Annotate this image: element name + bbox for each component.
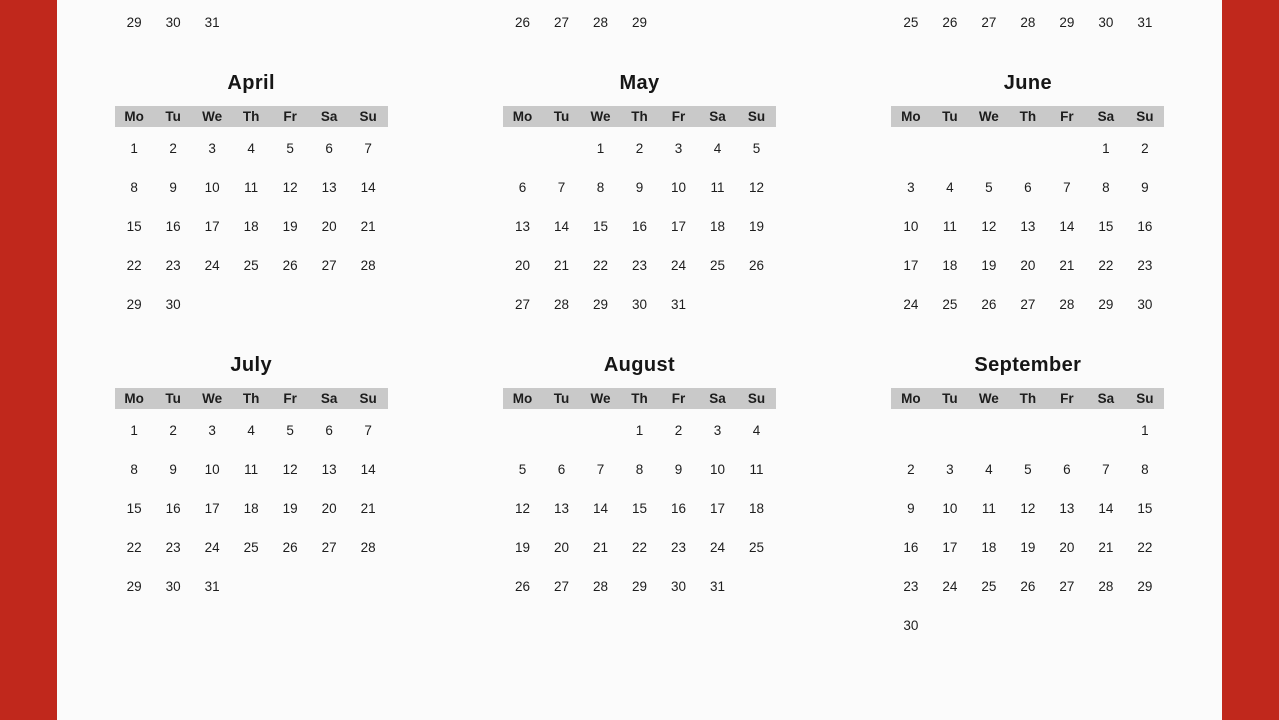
empty-cell bbox=[1008, 129, 1047, 168]
empty-cell bbox=[1047, 129, 1086, 168]
empty-cell bbox=[542, 129, 581, 168]
day-cell[interactable]: 18 bbox=[942, 258, 958, 273]
weekday-label: Sa bbox=[320, 109, 338, 124]
day-cell[interactable]: 15 bbox=[126, 501, 142, 516]
day-cell[interactable]: 10 bbox=[204, 180, 220, 195]
day-cell[interactable]: 6 bbox=[518, 180, 527, 195]
weekday-label: Fr bbox=[283, 109, 297, 124]
weekday-label: Fr bbox=[1060, 109, 1074, 124]
day-cell[interactable]: 17 bbox=[204, 501, 220, 516]
day-cell[interactable]: 20 bbox=[1020, 258, 1036, 273]
day-cell[interactable]: 16 bbox=[903, 540, 919, 555]
day-cell[interactable]: 8 bbox=[1102, 180, 1110, 195]
weekday-label: Mo bbox=[901, 109, 921, 124]
empty-cell bbox=[1047, 411, 1086, 450]
day-cell[interactable]: 24 bbox=[709, 540, 725, 555]
day-cell[interactable]: 15 bbox=[1137, 501, 1153, 516]
day-cell[interactable]: 20 bbox=[1059, 540, 1075, 555]
day-cell[interactable]: 31 bbox=[1137, 15, 1153, 30]
day-cell[interactable]: 25 bbox=[903, 15, 919, 30]
month-title: September bbox=[974, 354, 1082, 376]
day-cell[interactable]: 15 bbox=[592, 219, 608, 234]
month-title: May bbox=[619, 72, 660, 94]
day-cell[interactable]: 28 bbox=[592, 15, 608, 30]
day-cell[interactable]: 9 bbox=[635, 180, 644, 195]
day-cell[interactable]: 30 bbox=[670, 579, 686, 594]
weekday-label: Tu bbox=[165, 109, 181, 124]
day-cell[interactable]: 11 bbox=[244, 180, 259, 195]
day-cell[interactable]: 29 bbox=[1137, 579, 1153, 594]
day-cell[interactable]: 26 bbox=[514, 579, 530, 594]
weekday-label: Th bbox=[242, 109, 260, 124]
day-cell[interactable]: 25 bbox=[243, 258, 259, 273]
day-cell[interactable]: 11 bbox=[710, 180, 725, 195]
day-cell[interactable]: 30 bbox=[165, 579, 181, 594]
day-cell[interactable]: 27 bbox=[321, 540, 337, 555]
weekday-label: Su bbox=[1136, 109, 1154, 124]
day-cell[interactable]: 10 bbox=[903, 219, 919, 234]
day-cell[interactable]: 22 bbox=[592, 258, 608, 273]
empty-cell bbox=[969, 129, 1008, 168]
day-cell[interactable]: 19 bbox=[282, 219, 298, 234]
weekday-label: Tu bbox=[942, 391, 958, 406]
day-cell[interactable]: 17 bbox=[903, 258, 919, 273]
weekday-label: Tu bbox=[553, 109, 570, 124]
day-cell[interactable]: 25 bbox=[243, 540, 259, 555]
day-grid bbox=[503, 0, 776, 42]
day-cell[interactable]: 6 bbox=[1024, 180, 1032, 195]
day-cell[interactable]: 31 bbox=[709, 579, 725, 594]
day-cell[interactable]: 26 bbox=[1020, 579, 1036, 594]
day-cell[interactable]: 25 bbox=[709, 258, 725, 273]
day-cell[interactable]: 4 bbox=[713, 141, 722, 156]
day-grid bbox=[503, 129, 776, 324]
day-cell[interactable]: 7 bbox=[1063, 180, 1071, 195]
day-cell[interactable]: 10 bbox=[709, 462, 725, 477]
day-cell[interactable]: 2 bbox=[169, 141, 177, 156]
weekday-label: Tu bbox=[165, 391, 181, 406]
empty-cell bbox=[930, 411, 969, 450]
day-cell[interactable]: 30 bbox=[631, 297, 647, 312]
day-cell[interactable]: 20 bbox=[514, 258, 530, 273]
day-grid bbox=[115, 129, 388, 324]
day-cell[interactable]: 11 bbox=[749, 462, 764, 477]
day-cell[interactable]: 12 bbox=[981, 219, 997, 234]
day-cell[interactable]: 13 bbox=[514, 219, 530, 234]
empty-cell bbox=[891, 411, 930, 450]
day-cell[interactable]: 15 bbox=[631, 501, 647, 516]
day-cell[interactable] bbox=[698, 0, 737, 3]
day-cell[interactable]: 29 bbox=[126, 15, 142, 30]
day-cell[interactable]: 26 bbox=[748, 258, 764, 273]
weekday-label: We bbox=[202, 391, 223, 406]
day-cell[interactable]: 5 bbox=[752, 141, 761, 156]
day-cell[interactable]: 31 bbox=[204, 15, 220, 30]
day-cell[interactable]: 15 bbox=[126, 219, 142, 234]
empty-cell bbox=[969, 411, 1008, 450]
day-cell[interactable]: 6 bbox=[325, 423, 333, 438]
day-cell[interactable]: 28 bbox=[360, 258, 376, 273]
day-cell[interactable] bbox=[349, 0, 388, 3]
day-cell[interactable]: 25 bbox=[942, 297, 958, 312]
weekday-label: Th bbox=[242, 391, 260, 406]
day-cell[interactable]: 5 bbox=[518, 462, 527, 477]
day-cell[interactable]: 1 bbox=[1102, 141, 1110, 156]
day-cell[interactable]: 23 bbox=[165, 258, 181, 273]
day-cell[interactable]: 9 bbox=[169, 462, 177, 477]
day-cell[interactable]: 3 bbox=[713, 423, 722, 438]
day-cell[interactable]: 6 bbox=[557, 462, 566, 477]
day-cell[interactable]: 19 bbox=[1020, 540, 1036, 555]
day-cell[interactable]: 1 bbox=[635, 423, 644, 438]
day-cell[interactable]: 9 bbox=[674, 462, 683, 477]
day-cell[interactable]: 17 bbox=[709, 501, 725, 516]
day-cell[interactable]: 20 bbox=[321, 501, 337, 516]
weekday-header bbox=[891, 106, 1164, 127]
day-cell[interactable]: 8 bbox=[596, 180, 605, 195]
day-cell[interactable]: 16 bbox=[631, 219, 647, 234]
day-cell[interactable]: 23 bbox=[165, 540, 181, 555]
day-cell[interactable]: 29 bbox=[1098, 297, 1114, 312]
day-cell[interactable]: 13 bbox=[1059, 501, 1075, 516]
weekday-label: Mo bbox=[124, 391, 144, 406]
empty-cell bbox=[930, 129, 969, 168]
day-cell[interactable]: 1 bbox=[596, 141, 605, 156]
weekday-label: We bbox=[590, 391, 611, 406]
day-cell[interactable]: 17 bbox=[204, 219, 220, 234]
day-cell[interactable]: 12 bbox=[514, 501, 530, 516]
day-cell[interactable] bbox=[310, 0, 349, 3]
day-grid bbox=[115, 411, 388, 606]
calendar-page bbox=[57, 0, 1222, 720]
day-cell[interactable]: 10 bbox=[204, 462, 220, 477]
day-cell[interactable]: 13 bbox=[321, 462, 337, 477]
day-cell[interactable]: 10 bbox=[670, 180, 686, 195]
day-cell[interactable]: 16 bbox=[165, 501, 181, 516]
weekday-label: Th bbox=[1019, 391, 1037, 406]
month-block bbox=[57, 354, 445, 645]
day-cell[interactable]: 6 bbox=[1063, 462, 1071, 477]
day-cell[interactable]: 22 bbox=[1137, 540, 1153, 555]
day-cell[interactable]: 5 bbox=[1024, 462, 1032, 477]
day-cell[interactable]: 30 bbox=[903, 618, 919, 633]
weekday-label: Fr bbox=[671, 391, 686, 406]
weekday-label: We bbox=[978, 391, 999, 406]
day-cell[interactable]: 23 bbox=[670, 540, 686, 555]
month-grid bbox=[57, 0, 1222, 645]
day-cell[interactable]: 7 bbox=[596, 462, 605, 477]
day-cell[interactable]: 16 bbox=[1137, 219, 1153, 234]
month-block bbox=[57, 0, 445, 42]
day-cell[interactable]: 21 bbox=[360, 501, 376, 516]
day-cell[interactable]: 26 bbox=[282, 258, 298, 273]
weekday-label: Su bbox=[1136, 391, 1154, 406]
weekday-header bbox=[115, 106, 388, 127]
weekday-label: Fr bbox=[671, 109, 686, 124]
day-cell[interactable]: 24 bbox=[942, 579, 958, 594]
month-title: August bbox=[603, 354, 676, 376]
weekday-label: Mo bbox=[901, 391, 921, 406]
day-cell[interactable]: 28 bbox=[1020, 15, 1036, 30]
day-cell[interactable]: 5 bbox=[286, 423, 294, 438]
day-cell[interactable]: 11 bbox=[244, 462, 259, 477]
day-cell[interactable]: 12 bbox=[1020, 501, 1036, 516]
day-cell[interactable]: 21 bbox=[1059, 258, 1075, 273]
weekday-header bbox=[503, 106, 776, 127]
day-cell[interactable]: 24 bbox=[670, 258, 686, 273]
weekday-header bbox=[503, 388, 776, 409]
day-cell[interactable]: 18 bbox=[243, 501, 259, 516]
weekday-header bbox=[891, 388, 1164, 409]
weekday-label: Sa bbox=[709, 391, 726, 406]
weekday-label: Su bbox=[747, 109, 766, 124]
day-cell[interactable]: 21 bbox=[1098, 540, 1114, 555]
day-cell[interactable]: 14 bbox=[360, 462, 376, 477]
day-cell[interactable] bbox=[737, 0, 776, 3]
day-cell[interactable]: 17 bbox=[670, 219, 686, 234]
day-cell[interactable]: 13 bbox=[1020, 219, 1036, 234]
day-cell[interactable]: 29 bbox=[592, 297, 608, 312]
day-cell[interactable]: 12 bbox=[748, 180, 764, 195]
day-cell[interactable]: 1 bbox=[130, 141, 138, 156]
weekday-label: Fr bbox=[283, 391, 297, 406]
day-cell[interactable]: 16 bbox=[165, 219, 181, 234]
day-cell[interactable]: 3 bbox=[208, 423, 216, 438]
month-block bbox=[445, 0, 833, 42]
day-grid bbox=[891, 411, 1164, 645]
day-cell[interactable]: 12 bbox=[282, 180, 298, 195]
month-block bbox=[57, 72, 445, 324]
day-cell[interactable]: 18 bbox=[981, 540, 997, 555]
weekday-label: Th bbox=[631, 109, 648, 124]
day-cell[interactable]: 4 bbox=[247, 423, 255, 438]
day-cell[interactable]: 26 bbox=[282, 540, 298, 555]
weekday-label: Su bbox=[359, 391, 377, 406]
empty-cell bbox=[542, 411, 581, 450]
month-title: April bbox=[227, 72, 275, 94]
day-cell[interactable]: 25 bbox=[748, 540, 764, 555]
day-cell[interactable]: 26 bbox=[942, 15, 958, 30]
day-cell[interactable]: 2 bbox=[169, 423, 177, 438]
day-cell[interactable]: 1 bbox=[1141, 423, 1149, 438]
day-cell[interactable]: 12 bbox=[282, 462, 298, 477]
day-cell[interactable]: 4 bbox=[247, 141, 255, 156]
day-cell[interactable]: 18 bbox=[748, 501, 764, 516]
day-cell[interactable]: 24 bbox=[204, 258, 220, 273]
day-cell[interactable]: 30 bbox=[165, 15, 181, 30]
day-cell[interactable]: 2 bbox=[674, 423, 683, 438]
day-cell[interactable]: 21 bbox=[592, 540, 608, 555]
day-cell[interactable]: 28 bbox=[360, 540, 376, 555]
day-cell[interactable]: 15 bbox=[1098, 219, 1114, 234]
weekday-label: Sa bbox=[709, 109, 726, 124]
day-cell[interactable]: 11 bbox=[981, 501, 996, 516]
weekday-label: Sa bbox=[1097, 109, 1115, 124]
month-block bbox=[445, 72, 833, 324]
day-cell[interactable]: 9 bbox=[907, 501, 915, 516]
weekday-label: We bbox=[978, 109, 999, 124]
weekday-label: Tu bbox=[553, 391, 570, 406]
day-cell[interactable]: 6 bbox=[325, 141, 333, 156]
weekday-label: Su bbox=[359, 109, 377, 124]
day-cell[interactable]: 8 bbox=[1141, 462, 1149, 477]
day-cell[interactable]: 29 bbox=[631, 579, 647, 594]
month-block bbox=[834, 354, 1222, 645]
day-cell[interactable]: 14 bbox=[592, 501, 608, 516]
day-cell[interactable]: 3 bbox=[907, 180, 915, 195]
day-cell[interactable]: 27 bbox=[553, 15, 569, 30]
day-cell[interactable]: 7 bbox=[364, 141, 372, 156]
empty-cell bbox=[503, 411, 542, 450]
weekday-label: Sa bbox=[1097, 391, 1115, 406]
day-cell[interactable]: 22 bbox=[126, 540, 142, 555]
day-cell[interactable]: 27 bbox=[981, 15, 997, 30]
day-cell[interactable]: 4 bbox=[985, 462, 993, 477]
day-cell[interactable]: 29 bbox=[126, 297, 142, 312]
day-cell[interactable]: 2 bbox=[635, 141, 644, 156]
day-cell[interactable]: 2 bbox=[1141, 141, 1149, 156]
day-cell[interactable]: 29 bbox=[126, 579, 142, 594]
day-cell[interactable]: 13 bbox=[321, 180, 337, 195]
day-cell[interactable]: 18 bbox=[243, 219, 259, 234]
weekday-label: Th bbox=[631, 391, 648, 406]
day-cell[interactable]: 20 bbox=[321, 219, 337, 234]
day-grid bbox=[503, 411, 776, 606]
day-cell[interactable]: 3 bbox=[674, 141, 683, 156]
day-cell[interactable]: 23 bbox=[903, 579, 919, 594]
day-cell[interactable]: 27 bbox=[553, 579, 569, 594]
weekday-label: We bbox=[590, 109, 611, 124]
weekday-label: Mo bbox=[512, 391, 533, 406]
day-cell[interactable]: 28 bbox=[1098, 579, 1114, 594]
weekday-label: Th bbox=[1019, 109, 1037, 124]
day-cell[interactable]: 14 bbox=[1098, 501, 1114, 516]
weekday-label: Sa bbox=[320, 391, 338, 406]
day-cell[interactable]: 23 bbox=[631, 258, 647, 273]
day-cell[interactable]: 27 bbox=[1020, 297, 1036, 312]
day-cell[interactable]: 3 bbox=[946, 462, 954, 477]
day-cell[interactable]: 31 bbox=[670, 297, 686, 312]
day-cell[interactable]: 11 bbox=[942, 219, 957, 234]
day-cell[interactable] bbox=[659, 0, 698, 3]
day-cell[interactable]: 7 bbox=[1102, 462, 1110, 477]
day-cell[interactable]: 24 bbox=[204, 540, 220, 555]
day-cell[interactable] bbox=[232, 0, 271, 3]
weekday-label: Mo bbox=[512, 109, 533, 124]
day-cell[interactable]: 22 bbox=[631, 540, 647, 555]
day-cell[interactable]: 18 bbox=[709, 219, 725, 234]
day-cell[interactable]: 7 bbox=[364, 423, 372, 438]
weekday-label: Tu bbox=[942, 109, 958, 124]
day-cell[interactable]: 19 bbox=[282, 501, 298, 516]
day-cell[interactable]: 2 bbox=[907, 462, 915, 477]
day-cell[interactable]: 26 bbox=[514, 15, 530, 30]
empty-cell bbox=[581, 411, 620, 450]
day-cell[interactable]: 21 bbox=[360, 219, 376, 234]
weekday-label: Fr bbox=[1060, 391, 1074, 406]
day-cell[interactable]: 28 bbox=[1059, 297, 1075, 312]
day-cell[interactable]: 10 bbox=[942, 501, 958, 516]
day-cell[interactable]: 25 bbox=[981, 579, 997, 594]
day-cell[interactable]: 19 bbox=[981, 258, 997, 273]
empty-cell bbox=[1086, 411, 1125, 450]
day-cell[interactable]: 8 bbox=[635, 462, 644, 477]
day-cell[interactable]: 9 bbox=[1141, 180, 1149, 195]
day-grid bbox=[891, 0, 1164, 42]
day-cell[interactable]: 20 bbox=[553, 540, 569, 555]
day-cell[interactable]: 29 bbox=[1059, 15, 1075, 30]
day-cell[interactable]: 28 bbox=[592, 579, 608, 594]
month-block bbox=[834, 72, 1222, 324]
month-block bbox=[834, 0, 1222, 42]
day-cell[interactable]: 13 bbox=[553, 501, 569, 516]
weekday-label: We bbox=[202, 109, 223, 124]
weekday-header bbox=[115, 388, 388, 409]
day-cell[interactable]: 30 bbox=[1098, 15, 1114, 30]
day-cell[interactable]: 9 bbox=[169, 180, 177, 195]
weekday-label: Mo bbox=[124, 109, 144, 124]
day-cell[interactable]: 27 bbox=[1059, 579, 1075, 594]
day-cell[interactable]: 26 bbox=[981, 297, 997, 312]
month-title: July bbox=[230, 354, 272, 376]
day-cell[interactable]: 21 bbox=[553, 258, 569, 273]
day-cell[interactable]: 8 bbox=[130, 462, 138, 477]
day-cell[interactable]: 27 bbox=[321, 258, 337, 273]
day-cell[interactable]: 17 bbox=[942, 540, 958, 555]
day-cell[interactable]: 28 bbox=[553, 297, 569, 312]
day-cell[interactable]: 14 bbox=[1059, 219, 1075, 234]
day-cell[interactable]: 29 bbox=[631, 15, 647, 30]
day-cell[interactable]: 4 bbox=[752, 423, 761, 438]
day-cell[interactable]: 22 bbox=[1098, 258, 1114, 273]
day-cell[interactable]: 23 bbox=[1137, 258, 1153, 273]
day-cell[interactable]: 16 bbox=[670, 501, 686, 516]
day-cell[interactable]: 19 bbox=[514, 540, 530, 555]
month-block bbox=[445, 354, 833, 645]
day-cell[interactable]: 4 bbox=[946, 180, 954, 195]
day-cell[interactable]: 30 bbox=[165, 297, 181, 312]
day-cell[interactable]: 19 bbox=[748, 219, 764, 234]
empty-cell bbox=[891, 129, 930, 168]
day-cell[interactable]: 22 bbox=[126, 258, 142, 273]
day-grid bbox=[115, 0, 388, 42]
day-cell[interactable]: 7 bbox=[557, 180, 566, 195]
day-cell[interactable]: 14 bbox=[360, 180, 376, 195]
day-cell[interactable]: 5 bbox=[286, 141, 294, 156]
month-title: June bbox=[1003, 72, 1052, 94]
day-cell[interactable]: 30 bbox=[1137, 297, 1153, 312]
day-cell[interactable]: 27 bbox=[514, 297, 530, 312]
day-cell[interactable]: 24 bbox=[903, 297, 919, 312]
day-grid bbox=[891, 129, 1164, 324]
day-cell[interactable]: 3 bbox=[208, 141, 216, 156]
day-cell[interactable]: 14 bbox=[553, 219, 569, 234]
day-cell[interactable]: 5 bbox=[985, 180, 993, 195]
weekday-label: Su bbox=[747, 391, 766, 406]
empty-cell bbox=[503, 129, 542, 168]
day-cell[interactable]: 8 bbox=[130, 180, 138, 195]
day-cell[interactable]: 1 bbox=[130, 423, 138, 438]
day-cell[interactable]: 31 bbox=[204, 579, 220, 594]
empty-cell bbox=[1008, 411, 1047, 450]
day-cell[interactable] bbox=[271, 0, 310, 3]
